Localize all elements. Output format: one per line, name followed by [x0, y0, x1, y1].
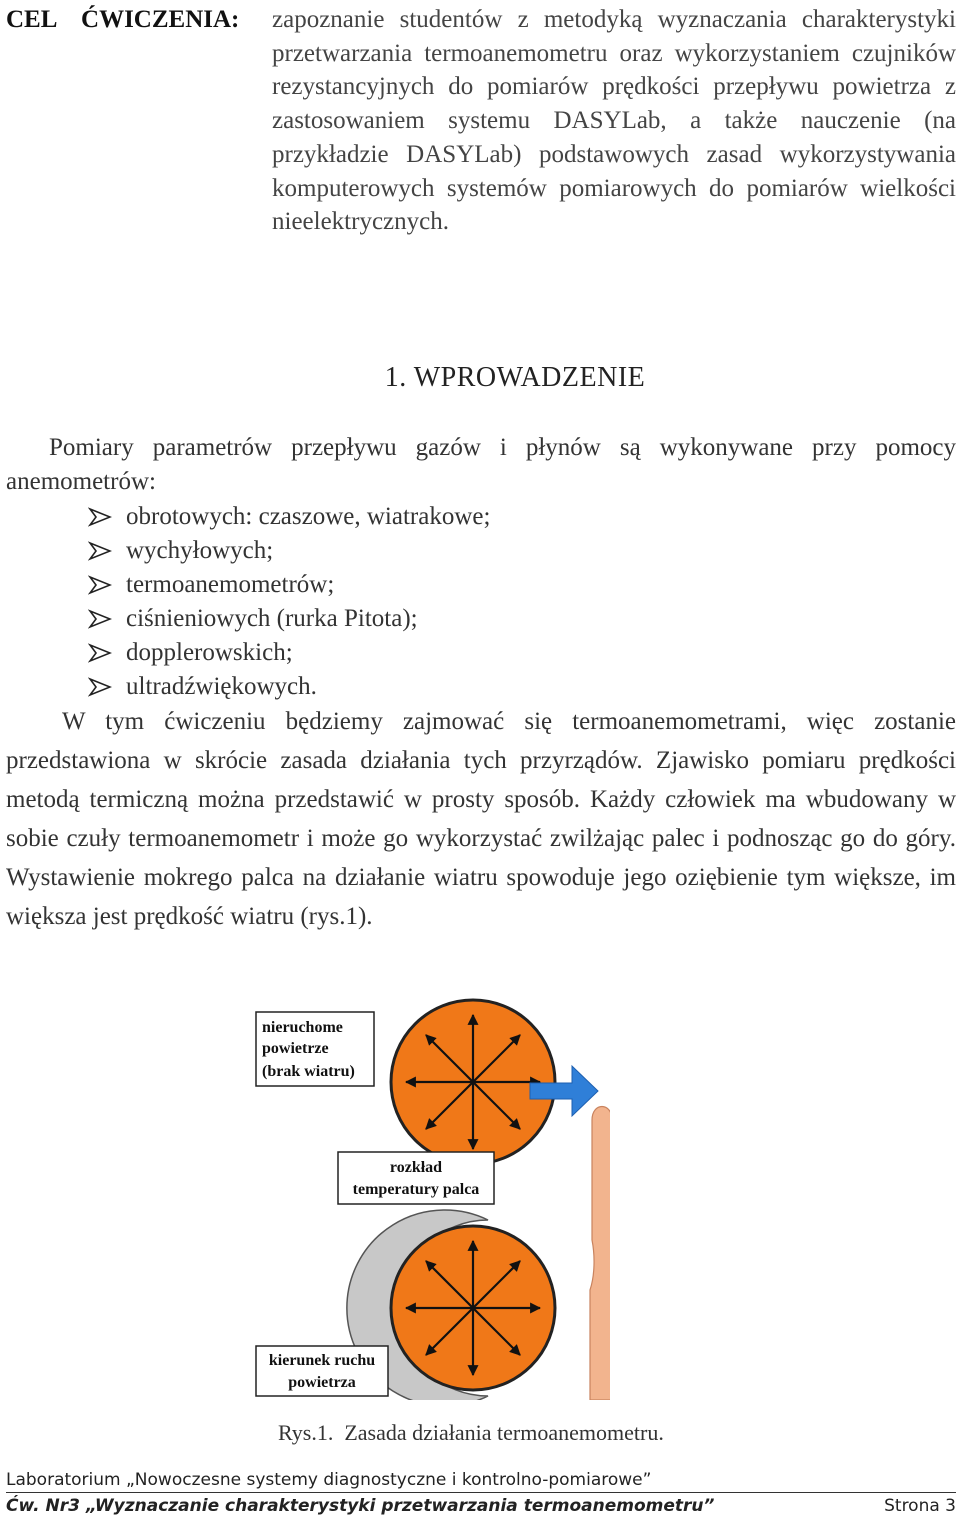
footer-divider [6, 1492, 956, 1493]
wind-direction-label [256, 1346, 388, 1396]
temperature-label-line: rozkład [389, 1159, 443, 1176]
list-item-label: wychyłowych; [126, 537, 274, 564]
arrowhead-bullet-icon [88, 677, 112, 697]
arrowhead-bullet-icon [88, 507, 112, 527]
page-number: Strona 3 [884, 1496, 956, 1516]
footer-exercise-title: Ćw. Nr3 „Wyznaczanie charakterystyki przetwarzania termoanemometru” [6, 1496, 715, 1516]
list-item [88, 602, 490, 636]
anemometer-list [88, 500, 490, 704]
thermoanemometer-figure [250, 990, 610, 1400]
list-item-label: termoanemometrów; [126, 571, 335, 598]
aim-section [6, 3, 956, 273]
still-air-label-line: (brak wiatru) [262, 1063, 355, 1080]
raised-finger-icon [590, 1107, 610, 1401]
list-item [88, 500, 490, 534]
footer-bar [6, 1496, 956, 1516]
still-air-label-line: nieruchome [262, 1019, 343, 1036]
list-item-label: dopplerowskich; [126, 639, 293, 666]
list-item-label: obrotowych: czaszowe, wiatrakowe; [126, 503, 491, 530]
list-item [88, 534, 490, 568]
aim-label: CEL ĆWICZENIA: [6, 6, 240, 33]
body-paragraph: W tym ćwiczeniu będziemy zajmować się termoanemometrami, więc zostanie przedstawiona w skrócie zasada działania tych przyrządów. Zjawisko pomiaru prędkości metodą termiczną można przedstawić w prosty sposób. Każdy człowiek ma wbudowany w sobie czuły termoanemometr i może go wykorzystać zwilżając palec i podnosząc go do góry. Wystawienie mokrego palca na działanie wiatru spowoduje jego oziębienie tym większe, im większa jest prędkość wiatru (rys.1). [6, 708, 956, 930]
arrowhead-bullet-icon [88, 609, 112, 629]
arrowhead-bullet-icon [88, 643, 112, 663]
aim-text: zapoznanie studentów z metodyką wyznaczania charakterystyki przetwarzania termoanemometru oraz wykorzystaniem czujników rezystancyjnych do pomiarów prędkości przepływu powietrza z zastosowaniem systemu DASYLab, a także nauczenie (na przykładzie DASYLab) podstawowych zasad wykorzystywania komputerowych systemów pomiarowych do pomiarów wielkości nieelektrycznych. [272, 6, 956, 236]
arrowhead-bullet-icon [88, 575, 112, 595]
list-item [88, 670, 490, 704]
footer-lab-title: Laboratorium „Nowoczesne systemy diagnostyczne i kontrolno-pomiarowe” [6, 1470, 652, 1490]
still-air-label [256, 1012, 374, 1086]
still-air-circle [391, 1000, 555, 1164]
temperature-label-line: temperatury palca [352, 1181, 480, 1198]
list-item-label: ciśnieniowych (rurka Pitota); [126, 605, 418, 632]
temperature-label [338, 1152, 494, 1204]
intro-paragraph: Pomiary parametrów przepływu gazów i płynów są wykonywane przy pomocy anemometrów: [6, 434, 956, 495]
section-title: 1. WPROWADZENIE [384, 362, 646, 393]
list-item [88, 568, 490, 602]
wind-direction-label-line: kierunek ruchu [268, 1352, 376, 1369]
figure-caption: Rys.1. Zasada działania termoanemometru. [278, 1420, 664, 1445]
list-item [88, 636, 490, 670]
arrowhead-bullet-icon [88, 541, 112, 561]
list-item-label: ultradźwiękowych. [126, 673, 317, 700]
wind-direction-label-line: powietrza [288, 1374, 356, 1391]
still-air-label-line: powietrze [262, 1040, 329, 1057]
